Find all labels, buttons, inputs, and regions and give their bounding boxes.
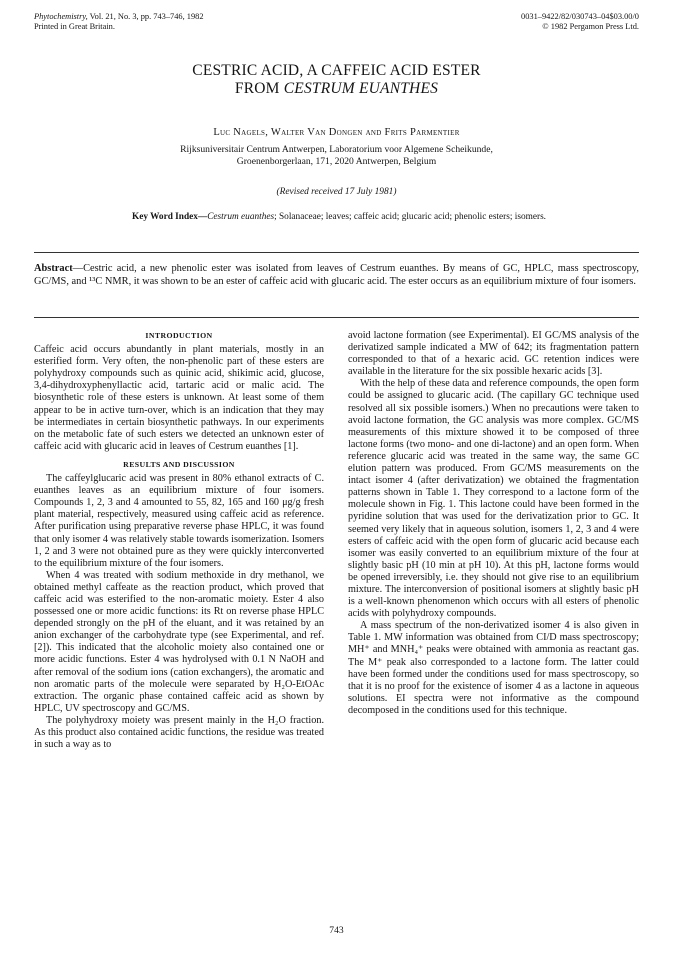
abstract-top-rule	[34, 252, 639, 253]
right-column	[348, 330, 639, 717]
affiliation	[0, 144, 673, 168]
keyword-label: Key Word Index—	[131, 212, 208, 222]
title-line-2	[0, 80, 673, 98]
keyword-terms: ; Solanaceae; leaves; caffeic acid; glucaric acid; phenolic esters; isomers.	[274, 212, 547, 222]
revised-date: (Revised received 17 July 1981)	[276, 187, 397, 197]
printed-location: Printed in Great Britain.	[34, 22, 115, 31]
publisher-header	[521, 12, 639, 32]
right-paragraph-2: With the help of these data and reference compounds, the open form could be assigned to glucaric acid. (The capillary GC technique used resolved all six possible isomers.) When no precautions were taken to avoid lactone formation, the GC analysis was more complex. GC/MS measurements of this mixture showed it to be composed of three lactone forms (two mono- and one di-lactone) and an open form. When reference glucaric acid was treated in the same way, the same GC elution pattern was produced. From GC/MS measurements on the intact isomer 4 (after derivatization) we obtained the fragmentation patterns shown in Table 1. They correspond to a lactone form of the molecule shown in Fig. 1. This lactone could have been formed in the pyridine solution that was used for the derivatization prior to GC. It seemed very likely that in aqueous solution, isomers 1, 2, 3 and 4 were esters of caffeic acid with the open form of glucaric acid because each isomer was easily converted to an equilibrium mixture of the four at slightly basic pH (10 min at pH 10). At this pH, lactone forms would be opened irreversibly, i.e. they should not give rise to an equilibrium mixture. The interconversion of positional isomers at slightly basic pH is a well-known phenomenon which occurs with all esters of phenolic acids with polyhydroxy compounds.	[348, 378, 639, 620]
introduction-paragraph: Caffeic acid occurs abundantly in plant materials, mostly in an esterified form. Very often, the non-phenolic part of these esters are polyhydroxy compounds such as quinic acid, shikimic acid, glucose, 3,4-dihydroxyphenyllactic acid, tartaric acid or malic acid. The biosynthetic role of these esters is unknown. At least some of them appear to be in active turn-over, which is an indication that they may be intermediates in certain biosynthetic pathways. In our experiments on the metabolic fate of such esters we detected an unknown ester of caffeic acid with glucaric acid in leaves of Cestrum euanthes [1].	[34, 344, 324, 452]
author-list: Luc Nagels, Walter Van Dongen and Frits Parmentier	[213, 127, 460, 138]
keyword-species: Cestrum euanthes	[207, 212, 275, 222]
affiliation-line-1: Rijksuniversitair Centrum Antwerpen, Laboratorium voor Algemene Scheikunde,	[180, 144, 493, 155]
page-number: 743	[329, 925, 344, 936]
right-paragraph-1: avoid lactone formation (see Experimental). EI GC/MS analysis of the derivatized sample indicated a MW of 642; its fragmentation pattern corresponded to that of a hexaric acid. GC retention indices were available in the literature for the six possible hexaric acids [3].	[348, 330, 639, 378]
title-line-2-prefix: FROM	[234, 80, 284, 97]
title-line-1: CESTRIC ACID, A CAFFEIC ACID ESTER	[192, 62, 481, 79]
article-code: 0031–9422/82/030743–04$03.00/0	[521, 12, 639, 21]
results-heading: RESULTS AND DISCUSSION	[123, 459, 235, 469]
keyword-index	[44, 211, 634, 223]
title-species: CESTRUM EUANTHES	[283, 80, 439, 97]
journal-name: Phytochemistry,	[34, 12, 88, 21]
right-paragraph-3: A mass spectrum of the non-derivatized isomer 4 is also given in Table 1. MW information was obtained from CI/D mass spectroscopy; MH⁺ and MNH₄⁺ peaks were obtained with ammonia as reactant gas. The M⁺ peak also corresponded to a lactone form. The latter could have been formed under the conditions used for mass spectroscopy, so that it is no proof for the existence of isomer 4 as a lactone in aqueous solutions. EI spectra were not informative as the compound decomposed in the conditions used for this technique.	[348, 620, 639, 716]
abstract-text: —Cestric acid, a new phenolic ester was isolated from leaves of Cestrum euanthes. By means of GC, HPLC, mass spectroscopy, GC/MS, and ¹³C NMR, it was shown to be an ester of caffeic acid with glucaric acid. The ester occurs as an equilibrium mixture of four isomers.	[34, 263, 639, 288]
article-title	[0, 62, 673, 98]
introduction-heading: INTRODUCTION	[145, 331, 213, 340]
abstract-bottom-rule	[34, 317, 639, 318]
results-paragraph-3: The polyhydroxy moiety was present mainly in the H₂O fraction. As this product also contained acidic functions, the residue was treated in such a way as to	[34, 714, 324, 751]
results-paragraph-2: When 4 was treated with sodium methoxide in dry methanol, we obtained methyl caffeate as the reaction product, which proved that caffeic acid was esterified to the non-aromatic moiety. Ester 4 also possessed one or more acidic functions: its Rt on reverse phase HPLC depended strongly on the pH of the eluant, and it was retained by an anion exchanger of the carbohydrate type (see Experimental, and ref. [2]). This indicated that the alcoholic moiety also contained one or more acidic functions. Ester 4 was hydrolysed with 0.1 N NaOH and after removal of the sodium ions (cation exchangers), the aromatic and non aromatic parts of the molecule were separated by H₂O-EtOAc extraction. The organic phase contained caffeic acid as shown by HPLC, UV spectroscopy and GC/MS.	[34, 569, 324, 714]
copyright-notice: © 1982 Pergamon Press Ltd.	[542, 22, 639, 31]
affiliation-line-2: Groenenborgerlaan, 171, 2020 Antwerpen, Belgium	[236, 156, 437, 167]
abstract-label: Abstract	[34, 263, 73, 274]
left-column	[34, 330, 324, 751]
journal-citation: Vol. 21, No. 3, pp. 743–746, 1982	[87, 12, 204, 21]
journal-header	[34, 12, 204, 32]
abstract	[34, 262, 639, 288]
results-paragraph-1: The caffeylglucaric acid was present in 80% ethanol extracts of C. euanthes leaves as an equilibrium mixture of four isomers. Compounds 1, 2, 3 and 4 amounted to 55, 82, 165 and 160 μg/g fresh plant material, respectively, measured using caffeic acid as reference. After purification using preparative reverse phase HPLC, it was found that only isomer 4 was relatively stable towards isomerization. Isomers 1, 2 and 3 were not obtained pure as they were quickly interconverted to the equilibrium mixture of the four isomers.	[34, 473, 324, 569]
